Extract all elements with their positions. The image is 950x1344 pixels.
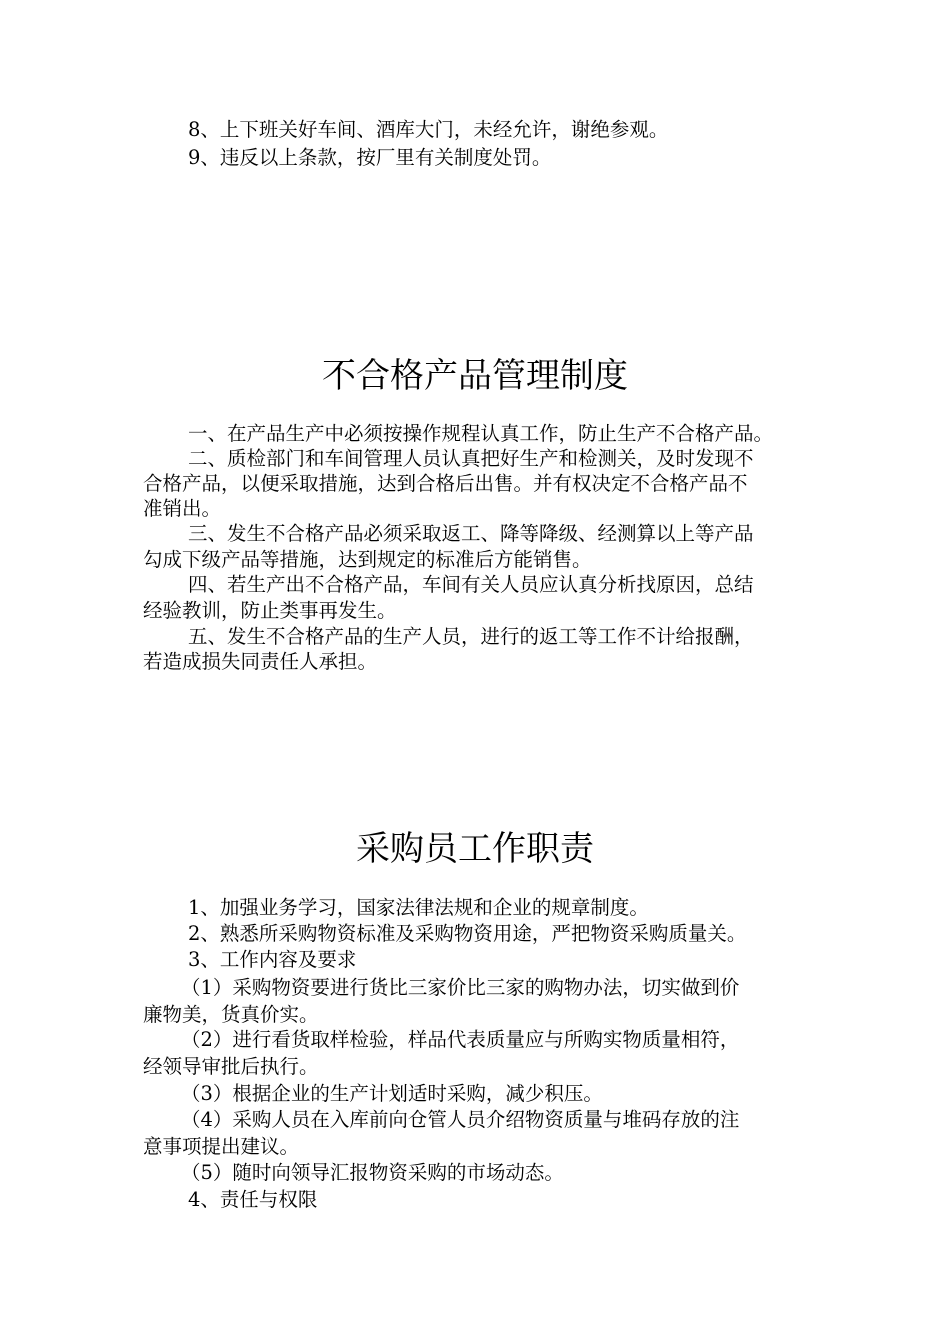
paragraph-line: 若造成损失同责任人承担。 xyxy=(143,650,378,673)
paragraph-line: 二、质检部门和车间管理人员认真把好生产和检测关，及时发现不 xyxy=(188,447,754,470)
paragraph-line: 勾成下级产品等措施，达到规定的标准后方能销售。 xyxy=(143,548,592,571)
paragraph-line: 廉物美，货真价实。 xyxy=(143,1003,319,1026)
paragraph-line: 五、发生不合格产品的生产人员，进行的返工等工作不计给报酬， xyxy=(188,625,754,648)
paragraph-item-8: 8、上下班关好车间、酒库大门，未经允许，谢绝参观。 xyxy=(188,118,669,141)
paragraph-line: 4、责任与权限 xyxy=(188,1188,318,1211)
section-title-nonconforming-products: 不合格产品管理制度 xyxy=(322,356,628,396)
paragraph-line: 经领导审批后执行。 xyxy=(143,1055,319,1078)
paragraph-line: （3）根据企业的生产计划适时采购，减少积压。 xyxy=(181,1082,603,1105)
paragraph-line: 2、熟悉所采购物资标准及采购物资用途，严把物资采购质量关。 xyxy=(188,922,747,945)
paragraph-line: （4）采购人员在入库前向仓管人员介绍物资质量与堆码存放的注 xyxy=(181,1108,740,1131)
paragraph-line: 四、若生产出不合格产品，车间有关人员应认真分析找原因，总结 xyxy=(188,573,754,596)
paragraph-line: 三、发生不合格产品必须采取返工、降等降级、经测算以上等产品 xyxy=(188,522,754,545)
section-title-purchaser-duties: 采购员工作职责 xyxy=(356,829,594,869)
paragraph-line: 意事项提出建议。 xyxy=(143,1135,300,1158)
paragraph-line: （5）随时向领导汇报物资采购的市场动态。 xyxy=(181,1161,564,1184)
paragraph-line: （2）进行看货取样检验，样品代表质量应与所购实物质量相符， xyxy=(181,1028,740,1051)
paragraph-item-9: 9、违反以上条款，按厂里有关制度处罚。 xyxy=(188,146,552,169)
paragraph-line: 合格产品，以便采取措施，达到合格后出售。并有权决定不合格产品不 xyxy=(143,472,748,495)
paragraph-line: 一、在产品生产中必须按操作规程认真工作，防止生产不合格产品。 xyxy=(188,422,774,445)
paragraph-line: （1）采购物资要进行货比三家价比三家的购物办法，切实做到价 xyxy=(181,976,740,999)
paragraph-line: 经验教训，防止类事再发生。 xyxy=(143,599,397,622)
paragraph-line: 准销出。 xyxy=(143,497,222,520)
paragraph-line: 1、加强业务学习，国家法律法规和企业的规章制度。 xyxy=(188,896,649,919)
paragraph-line: 3、工作内容及要求 xyxy=(188,948,357,971)
